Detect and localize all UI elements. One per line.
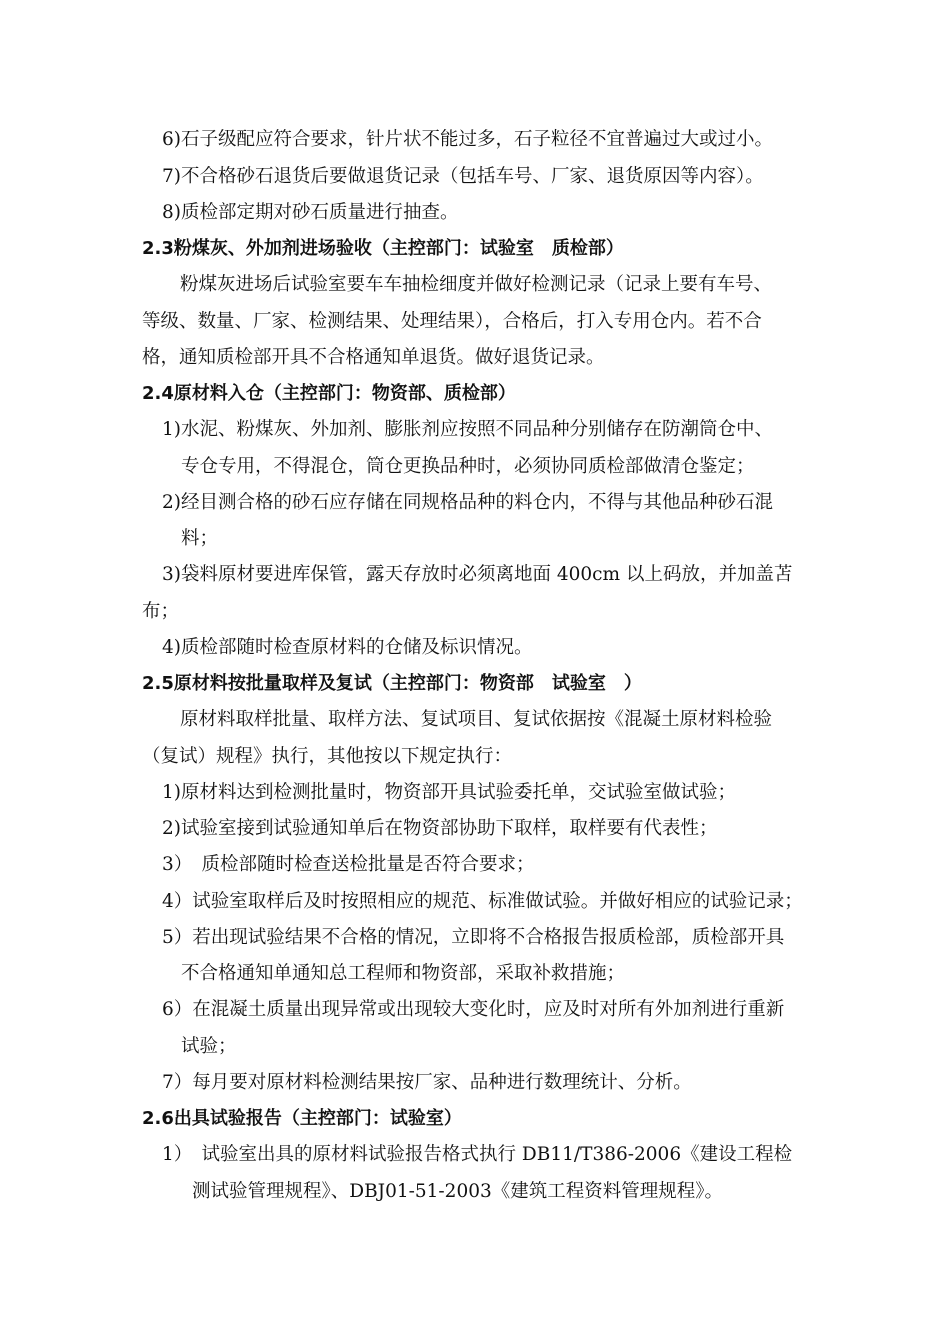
section-heading: 2.4原材料入仓（主控部门：物资部、质检部）: [142, 383, 516, 404]
list-item: 3） 质检部随时检查送检批量是否符合要求；: [162, 854, 535, 875]
list-item: 7）每月要对原材料检测结果按厂家、品种进行数理统计、分析。: [162, 1072, 692, 1093]
list-item-continuation: 布；: [142, 601, 180, 622]
list-item: 6)石子级配应符合要求，针片状不能过多，石子粒径不宜普遍过大或过小。: [162, 129, 773, 150]
paragraph-line: （复试）规程》执行，其他按以下规定执行：: [142, 746, 513, 767]
list-item: 4）试验室取样后及时按照相应的规范、标准做试验。并做好相应的试验记录；: [162, 891, 803, 912]
list-item: 4)质检部随时检查原材料的仓储及标识情况。: [162, 637, 533, 658]
list-item: 6）在混凝土质量出现异常或出现较大变化时，应及时对所有外加剂进行重新: [162, 999, 785, 1020]
list-item-continuation: 料；: [181, 528, 219, 549]
list-item: 7)不合格砂石退货后要做退货记录（包括车号、厂家、退货原因等内容）。: [162, 166, 764, 187]
list-item: 2)经目测合格的砂石应存储在同规格品种的料仓内，不得与其他品种砂石混: [162, 492, 773, 513]
section-heading: 2.3粉煤灰、外加剂进场验收（主控部门：试验室 质检部）: [142, 238, 624, 259]
section-heading: 2.6出具试验报告（主控部门：试验室）: [142, 1108, 462, 1129]
list-item: 1)原材料达到检测批量时，物资部开具试验委托单，交试验室做试验；: [162, 782, 736, 803]
paragraph-line: 等级、数量、厂家、检测结果、处理结果），合格后，打入专用仓内。若不合: [142, 311, 762, 332]
paragraph-line: 粉煤灰进场后试验室要车车抽检细度并做好检测记录（记录上要有车号、: [180, 274, 773, 295]
list-item: 1)水泥、粉煤灰、外加剂、膨胀剂应按照不同品种分别储存在防潮筒仓中、: [162, 419, 773, 440]
list-item-continuation: 专仓专用，不得混仓，筒仓更换品种时，必须协同质检部做清仓鉴定；: [181, 456, 755, 477]
paragraph-line: 格，通知质检部开具不合格通知单退货。做好退货记录。: [142, 347, 605, 368]
list-item: 1） 试验室出具的原材料试验报告格式执行 DB11/T386-2006《建设工程检: [162, 1144, 793, 1165]
paragraph-line: 原材料取样批量、取样方法、复试项目、复试依据按《混凝土原材料检验: [180, 709, 773, 730]
list-item: 8)质检部定期对砂石质量进行抽查。: [162, 202, 459, 223]
list-item-continuation: 不合格通知单通知总工程师和物资部，采取补救措施；: [181, 963, 626, 984]
list-item-continuation: 试验；: [181, 1036, 237, 1057]
list-item: 3)袋料原材要进库保管，露天存放时必须离地面 400cm 以上码放，并加盖苫: [162, 564, 793, 585]
section-heading: 2.5原材料按批量取样及复试（主控部门：物资部 试验室 ）: [142, 673, 642, 694]
list-item-continuation: 测试验管理规程》、DBJ01-51-2003《建筑工程资料管理规程》。: [192, 1181, 724, 1202]
list-item: 2)试验室接到试验通知单后在物资部协助下取样，取样要有代表性；: [162, 818, 718, 839]
list-item: 5）若出现试验结果不合格的情况，立即将不合格报告报质检部，质检部开具: [162, 927, 785, 948]
